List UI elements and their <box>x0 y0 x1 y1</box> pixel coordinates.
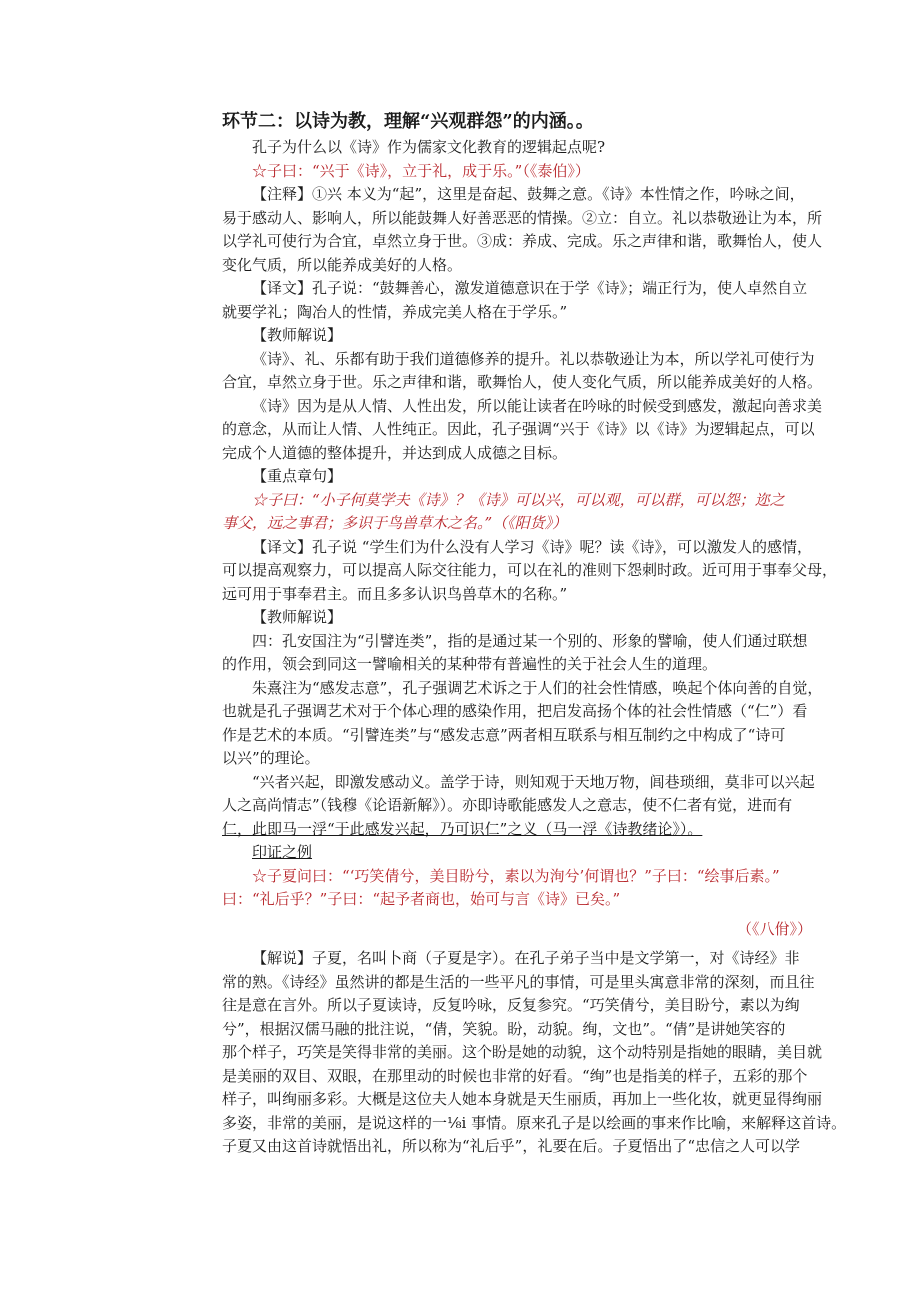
quote-taibo: ☆子曰：“兴于《诗》，立于礼，成于乐。”（《泰伯》） <box>252 161 590 180</box>
translation-line: 【译文】孔子说 “学生们为什么没有人学习《诗》呢？读《诗》，可以激发人的感情， <box>252 537 812 556</box>
teacher-line: 《诗》、礼、乐都有助于我们道德修养的提升。礼以恭敬逊让为本，所以学礼可使行为 <box>252 349 815 368</box>
example-label: 印证之例 <box>252 843 313 861</box>
teacher-paragraph-2c <box>222 771 818 842</box>
teacher-line: 也就是孔子强调艺术对于个体心理的感染作用，把启发高扬个体的社会性情感（“仁”）看 <box>222 702 808 720</box>
explain-line: 是美丽的双目、双眼，在那里动的时候也非常的好看。“绚”也是指美的样子，五彩的那个 <box>222 1066 808 1085</box>
key-sentences-label: 【重点章句】 <box>252 467 343 485</box>
teacher-line: “兴者兴起，即激发感动义。盖学于诗，则知观于天地万物，闾巷琐细，莫非可以兴起 <box>252 772 815 791</box>
teacher-line: 合宜，卓然立身于世。乐之声律和谐，歌舞怡人，使人变化气质，所以能养成美好的人格。 <box>222 373 823 391</box>
teacher-paragraph-2a <box>222 630 818 677</box>
question-text: 孔子为什么以《诗》作为儒家文化教育的逻辑起点呢? <box>252 138 606 156</box>
quote-bayi <box>222 865 818 912</box>
quote-line: 事父，远之事君；多识于鸟兽草木之名。”（《阳货》） <box>222 514 568 532</box>
translation-line: 远可用于事奉君主。而且多多认识鸟兽草木的名称。” <box>222 584 568 603</box>
teacher-line: 作是艺术的本质。“引譬连类”与“感发志意”两者相互联系与相互制约之中构成了“诗可 <box>222 725 786 744</box>
document-page <box>222 108 847 1159</box>
quote-line: 曰：“礼后乎？”子曰：“起予者商也，始可与言《诗》已矣。” <box>222 890 621 908</box>
explain-line: 往是意在言外。所以子夏读诗，反复吟咏，反复参究。“巧笑倩兮，美目盼兮，素以为绚 <box>222 996 800 1014</box>
teacher-line: 《诗》因为是从人情、人性出发，所以能让读者在吟咏的时候受到感发，激起向善求美 <box>252 396 823 415</box>
note-line: 【注释】①兴 本义为“起”，这里是奋起、鼓舞之意。《诗》本性情之作，吟咏之间， <box>252 185 805 203</box>
teacher-paragraph-1b <box>222 395 823 466</box>
explain-line: 常的熟。《诗经》虽然讲的都是生活的一些平凡的事情，可是里头寓意非常的深刻，而且往 <box>222 972 815 991</box>
section-heading: 环节二：以诗为教，理解“兴观群怨”的内涵。。 <box>222 111 594 132</box>
note-line: 变化气质，所以能养成美好的人格。 <box>222 255 463 274</box>
teacher-label-2: 【教师解说】 <box>252 608 343 626</box>
explanation-paragraph <box>222 947 847 1159</box>
quote-line: ☆子夏问曰：“‘巧笑倩兮，美目盼兮，素以为洵兮’何谓也？”子曰：“绘事后素。” <box>252 866 780 885</box>
explain-line: 样子，叫绚丽多彩。大概是这位夫人她本身就是天生丽质，再加上一些化妆，就更显得绚丽 <box>222 1090 823 1108</box>
explain-line: 那个样子，巧笑是笑得非常的美丽。这个盼是她的动貌，这个动特别是指她的眼睛，美目就 <box>222 1043 823 1061</box>
teacher-paragraph-2b <box>222 677 823 771</box>
teacher-line: 人之高尚情志”（钱穆《论语新解》）。亦即诗歌能感发人之意志，使不仁者有觉，进而有 <box>222 796 793 814</box>
teacher-line: 以兴”的理论。 <box>222 749 320 767</box>
quote-yanghuo <box>222 489 818 536</box>
quote-source-bayi: （《八佾》） <box>736 919 812 938</box>
quote-line: ☆子曰：“小子何莫学夫《诗》？《诗》可以兴，可以观，可以群，可以怨；迩之 <box>252 490 785 509</box>
note-paragraph <box>222 183 823 277</box>
explain-line: 子夏又由这首诗就悟出礼，所以称为“礼后乎”，礼要在后。子夏悟出了“忠信之人可以学 <box>222 1137 801 1155</box>
teacher-line: 四：孔安国注为“引譬连类”，指的是通过某一个别的、形象的譬喻，使人们通过联想 <box>252 631 808 650</box>
explain-line: 【解说】子夏，名叫卜商（子夏是字）。在孔子弟子当中是文学第一，对《诗经》非 <box>252 949 800 967</box>
teacher-paragraph-1a <box>222 348 823 395</box>
teacher-line: 仁，此即马一浮“于此感发兴起，乃可识仁”之义（马一浮《诗教绪论》）。 <box>222 819 703 838</box>
teacher-line: 的意念，从而让人情、人性纯正。因此，孔子强调“兴于《诗》以《诗》为逻辑起点，可以 <box>222 420 815 438</box>
translation-paragraph-2 <box>222 536 838 607</box>
translation-line: 【译文】孔子说：“鼓舞善心，激发道德意识在于学《诗》；端正行为，使人卓然自立 <box>252 279 808 297</box>
translation-paragraph-1 <box>222 277 818 324</box>
teacher-label-1: 【教师解说】 <box>252 326 343 344</box>
translation-line: 就要学礼；陶冶人的性情，养成完美人格在于学乐。” <box>222 302 568 321</box>
note-line: 以学礼可使行为合宜，卓然立身于世。③成：养成、完成。乐之声律和谐，歌舞怡人，使人 <box>222 232 823 250</box>
translation-line: 可以提高观察力，可以提高人际交往能力，可以在礼的准则下怨刺时政。近可用于事奉父母， <box>222 561 838 579</box>
teacher-line: 朱熹注为“感发志意”，孔子强调艺术诉之于人们的社会性情感，唤起个体向善的自觉， <box>252 678 823 697</box>
explain-line: 兮”，根据汉儒马融的批注说，“倩，笑貌。盼，动貌。绚，文也”。“倩”是讲她笑容的 <box>222 1019 786 1038</box>
teacher-line: 的作用，领会到同这一譬喻相关的某种带有普遍性的关于社会人生的道理。 <box>222 655 718 673</box>
explain-line: 多姿，非常的美丽，是说这样的一⅛i 事情。原来孔子是以绘画的事来作比喻，来解释这首诗。 <box>222 1113 847 1132</box>
teacher-line: 完成个人道德的整体提升，并达到成人成德之目标。 <box>222 443 568 462</box>
note-line: 易于感动人、影响人，所以能鼓舞人好善恶恶的情操。②立：自立。礼以恭敬逊让为本，所 <box>222 208 823 227</box>
